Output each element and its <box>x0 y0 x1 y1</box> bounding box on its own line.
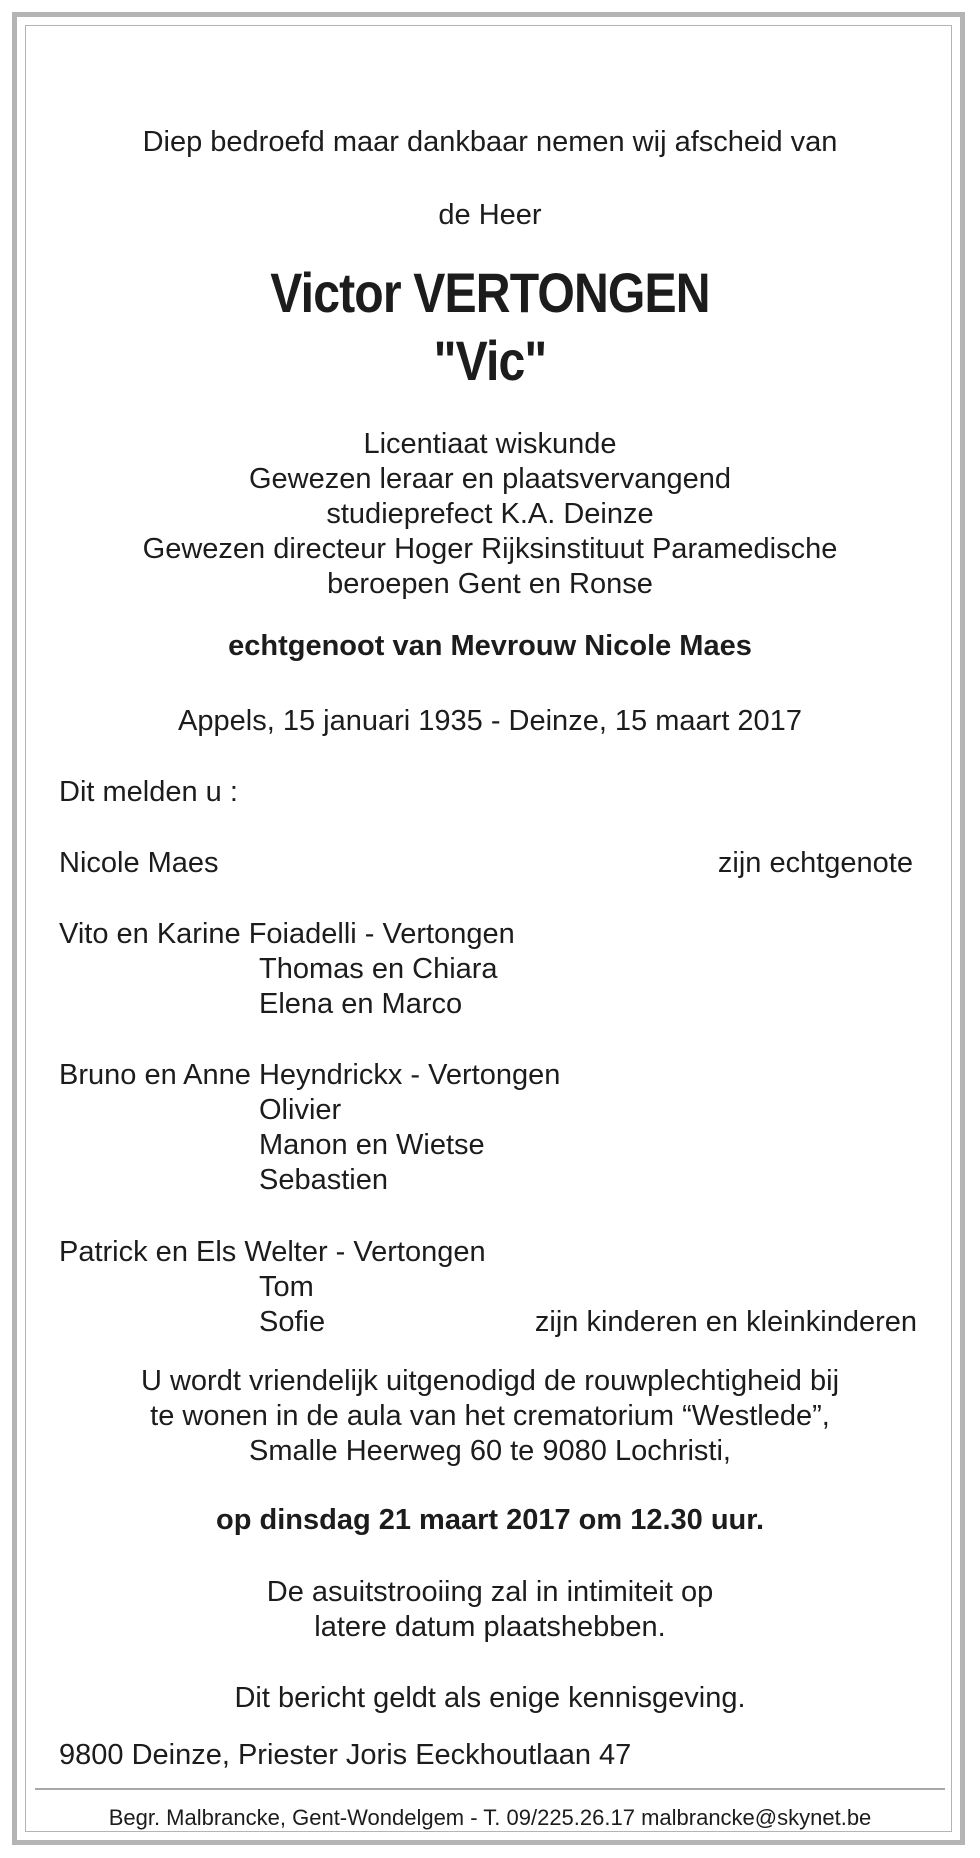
life-dates: Appels, 15 januari 1935 - Deinze, 15 maart 2017 <box>178 705 802 737</box>
family-parents: Vito en Karine Foiadelli - Vertongen <box>59 918 515 950</box>
footer-divider <box>35 1788 945 1790</box>
family-child: Thomas en Chiara <box>259 953 498 985</box>
scattering-line: latere datum plaatshebben. <box>314 1611 666 1643</box>
family-child: Sebastien <box>259 1164 388 1196</box>
career-line: studieprefect K.A. Deinze <box>326 498 654 530</box>
notice-text: Dit bericht geldt als enige kennisgeving. <box>234 1682 746 1714</box>
spouse-name: Nicole Maes <box>59 847 219 879</box>
family-child: Elena en Marco <box>259 988 463 1020</box>
deceased-name: Victor VERTONGEN <box>270 261 710 324</box>
spouse-role: zijn echtgenote <box>717 847 913 879</box>
scattering-line: De asuitstrooiing zal in intimiteit op <box>266 1576 714 1608</box>
ceremony-date: op dinsdag 21 maart 2017 om 12.30 uur. <box>216 1504 764 1536</box>
family-parents: Bruno en Anne Heyndrickx - Vertongen <box>59 1059 561 1091</box>
deceased-nickname: "Vic" <box>433 329 547 392</box>
career-line: Gewezen leraar en plaatsvervangend <box>248 463 732 495</box>
spouse-line: echtgenoot van Mevrouw Nicole Maes <box>228 630 752 662</box>
announce-text: Dit melden u : <box>59 776 238 808</box>
family-child: Manon en Wietse <box>259 1129 485 1161</box>
family-parents: Patrick en Els Welter - Vertongen <box>59 1236 486 1268</box>
career-line: Gewezen directeur Hoger Rijksinstituut Paramedische <box>142 533 838 565</box>
career-line: beroepen Gent en Ronse <box>327 568 653 600</box>
title-prefix: de Heer <box>438 199 542 231</box>
intro-text: Diep bedroefd maar dankbaar nemen wij afscheid van <box>142 126 838 158</box>
invitation-line: Smalle Heerweg 60 te 9080 Lochristi, <box>249 1435 731 1467</box>
invitation-line: U wordt vriendelijk uitgenodigd de rouwplechtigheid bij <box>140 1365 840 1397</box>
invitation-line: te wonen in de aula van het crematorium “Westlede”, <box>150 1400 830 1432</box>
family-child: Tom <box>259 1271 314 1303</box>
funeral-home-footer: Begr. Malbrancke, Gent-Wondelgem - T. 09/225.26.17 malbrancke@skynet.be <box>108 1805 872 1830</box>
children-role: zijn kinderen en kleinkinderen <box>534 1306 917 1338</box>
family-child: Olivier <box>259 1094 342 1126</box>
family-child: Sofie <box>259 1306 326 1338</box>
address: 9800 Deinze, Priester Joris Eeckhoutlaan 47 <box>59 1739 632 1771</box>
career-line: Licentiaat wiskunde <box>363 428 617 460</box>
